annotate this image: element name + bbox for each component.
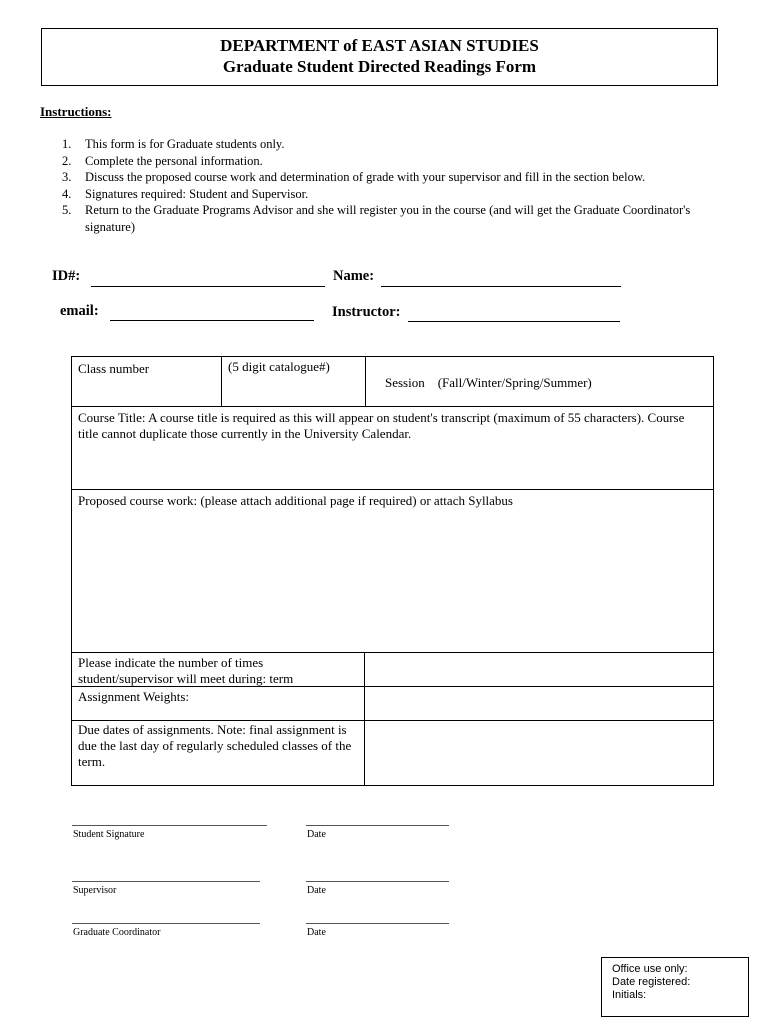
list-item: 2. Complete the personal information. xyxy=(62,153,263,168)
class-number-cell[interactable] xyxy=(71,356,222,407)
meetings-label: Please indicate the number of times student/supervisor will meet during: term xyxy=(78,655,294,686)
student-signature-label: Student Signature xyxy=(73,829,145,840)
instructor-field[interactable] xyxy=(408,321,620,322)
session-cell[interactable] xyxy=(365,356,714,407)
supervisor-date-label: Date xyxy=(307,885,326,896)
name-label: Name: xyxy=(333,268,375,284)
office-use-box xyxy=(601,957,749,1017)
name-field[interactable] xyxy=(381,286,621,287)
due-dates-label-cell xyxy=(71,720,365,786)
course-title-label: Course Title: A course title is required as this will appear on student's transcript (maximum of 55 characters). Course title cannot duplicate those currently in the University Calendar. xyxy=(78,410,685,441)
list-item: 5. Return to the Graduate Programs Advisor and she will register you in the course (and will get the Graduate Coordinator's signature) xyxy=(62,203,691,234)
session-label: Session (Fall/Winter/Spring/Summer) xyxy=(385,375,592,390)
proposed-course-work-label: Proposed course work: (please attach additional page if required) or attach Syllabus xyxy=(78,493,513,508)
assignment-weights-label: Assignment Weights: xyxy=(78,689,190,704)
coordinator-signature-label: Graduate Coordinator xyxy=(73,927,161,938)
list-item: 1. This form is for Graduate students only. xyxy=(62,137,285,151)
student-signature-line[interactable] xyxy=(72,825,267,826)
supervisor-signature-line[interactable] xyxy=(72,881,260,882)
coordinator-date-label: Date xyxy=(307,927,326,938)
supervisor-date-line[interactable] xyxy=(306,881,449,882)
course-details-table xyxy=(71,356,714,786)
list-item: 3. Discuss the proposed course work and determination of grade with your supervisor and fill in the section below. xyxy=(62,170,646,184)
catalogue-cell[interactable] xyxy=(221,356,366,407)
weights-label-cell xyxy=(71,686,365,721)
meetings-label-cell xyxy=(71,652,365,687)
office-use-label: Office use only: xyxy=(612,963,688,975)
list-item: 4. Signatures required: Student and Supervisor. xyxy=(62,186,309,201)
id-field[interactable] xyxy=(91,286,325,287)
student-date-label: Date xyxy=(307,829,326,840)
date-registered-label: Date registered: xyxy=(612,976,691,988)
course-title-cell[interactable] xyxy=(71,406,714,490)
initials-label: Initials: xyxy=(612,989,647,1001)
email-field[interactable] xyxy=(110,320,314,321)
email-label: email: xyxy=(60,303,99,319)
department-title: DEPARTMENT of EAST ASIAN STUDIES xyxy=(220,36,539,55)
meetings-input-cell[interactable] xyxy=(364,652,714,687)
form-title: Graduate Student Directed Readings Form xyxy=(222,57,537,76)
class-number-label: Class number xyxy=(78,361,150,376)
coordinator-signature-line[interactable] xyxy=(72,923,260,924)
proposed-course-work-cell[interactable] xyxy=(71,489,714,653)
instructor-label: Instructor: xyxy=(332,304,401,320)
supervisor-signature-label: Supervisor xyxy=(73,885,117,896)
catalogue-label: (5 digit catalogue#) xyxy=(228,359,330,374)
weights-input-cell[interactable] xyxy=(364,686,714,721)
instructions-list xyxy=(62,136,722,235)
due-dates-label: Due dates of assignments. Note: final assignment is due the last day of regularly scheduled classes of the term. xyxy=(78,722,352,769)
coordinator-date-line[interactable] xyxy=(306,923,449,924)
due-dates-input-cell[interactable] xyxy=(364,720,714,786)
instructions-heading: Instructions: xyxy=(40,104,112,119)
form-title-box xyxy=(41,28,718,86)
id-label: ID#: xyxy=(52,268,81,284)
student-date-line[interactable] xyxy=(306,825,449,826)
